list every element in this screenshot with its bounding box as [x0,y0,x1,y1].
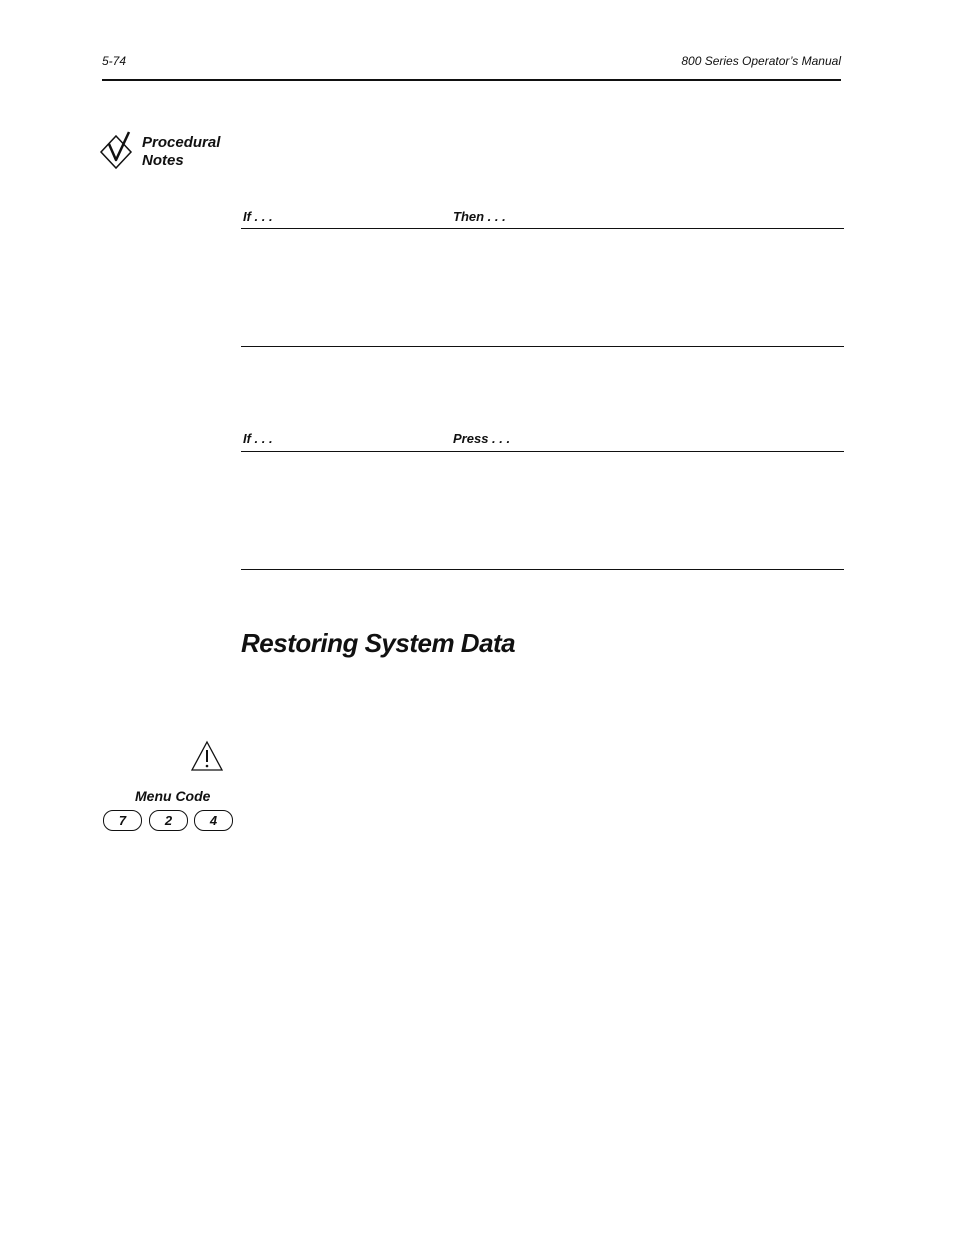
checkmark-diamond-icon [98,130,134,170]
procedural-notes-label [142,134,220,170]
procedural-notes-label-line1: Procedural [142,134,221,151]
header-rule [102,79,841,81]
table2-col1-header: If . . . [243,431,273,446]
table2-col2-header: Press . . . [453,431,511,446]
manual-title: 800 Series Operator’s Manual [681,54,841,68]
table2-bottom-rule [241,569,844,570]
table1-bottom-rule [241,346,844,347]
menu-code-label: Menu Code [135,788,211,804]
menu-key-2: 2 [149,810,188,831]
section-heading: Restoring System Data [241,628,516,658]
table2-header-rule [241,451,844,452]
table1-header-rule [241,228,844,229]
table1-col2-header: Then . . . [453,209,506,224]
table1-col1-header: If . . . [243,209,273,224]
procedural-notes-label-line2: Notes [142,152,184,169]
menu-key-4: 4 [194,810,233,831]
page-number: 5-74 [102,54,127,68]
warning-triangle-icon [190,740,224,772]
menu-key-7: 7 [103,810,142,831]
